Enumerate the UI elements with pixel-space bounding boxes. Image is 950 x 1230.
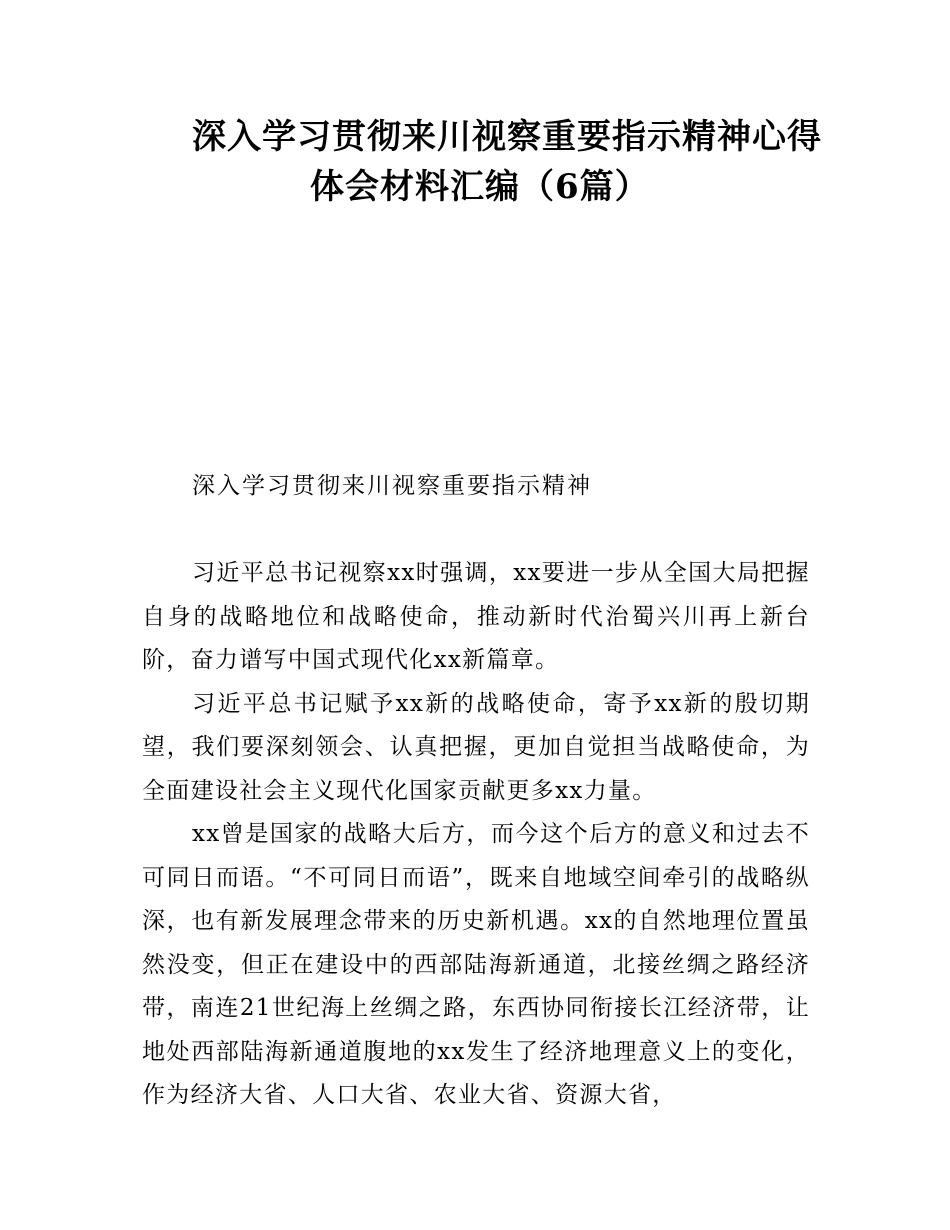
paragraph: 习近平总书记赋予xx新的战略使命，寄予xx新的殷切期望，我们要深刻领会、认真把握，更加自觉担当战略使命，为全面建设社会主义现代化国家贡献更多xx力量。 (142, 690, 810, 804)
title-line-1: 深入学习贯彻来川视察重要指示精神心得 (192, 117, 822, 157)
title-line-2: 体会材料汇编（6篇） (310, 167, 650, 207)
document-title (140, 112, 860, 212)
paragraph: 习近平总书记视察xx时强调，xx要进一步从全国大局把握自身的战略地位和战略使命，推动新时代治蜀兴川再上新台阶，奋力谱写中国式现代化xx新篇章。 (142, 560, 810, 673)
document-body (142, 552, 810, 1118)
paragraph: xx曾是国家的战略大后方，而今这个后方的意义和过去不可同日而语。“不可同日而语”，既来自地域空间牵引的战略纵深，也有新发展理念带来的历史新机遇。xx的自然地理位置虽然没变，但正在建设中的西部陆海新通道，北接丝绸之路经济带，南连21世纪海上丝绸之路，东西协同衔接长江经济带，让地处西部陆海新通道腹地的xx发生了经济地理意义上的变化，作为经济大省、人口大省、农业大省、资源大省， (142, 821, 810, 1108)
section-subtitle: 深入学习贯彻来川视察重要指示精神 (192, 473, 592, 499)
